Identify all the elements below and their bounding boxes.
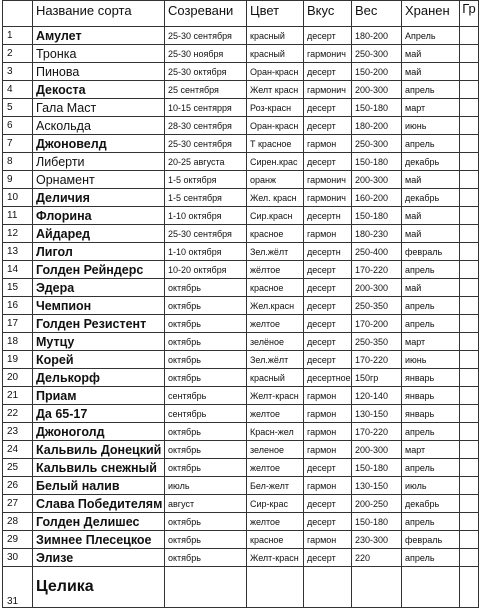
weight-cell: 150гр bbox=[352, 369, 402, 387]
storage-cell: март bbox=[402, 333, 460, 351]
header-color: Цвет bbox=[247, 1, 304, 27]
table-row bbox=[3, 135, 479, 153]
header-weight: Вес bbox=[352, 1, 402, 27]
ripening-cell: 25-30 сентября bbox=[165, 27, 247, 45]
variety-name: Голден Рейндерс bbox=[33, 261, 165, 279]
weight-cell: 250-300 bbox=[352, 45, 402, 63]
taste-cell: гармон bbox=[304, 423, 352, 441]
extra-cell bbox=[460, 225, 479, 243]
extra-cell bbox=[460, 99, 479, 117]
variety-name: Орнамент bbox=[33, 171, 165, 189]
extra-cell bbox=[460, 27, 479, 45]
extra-cell bbox=[460, 243, 479, 261]
extra-cell bbox=[460, 441, 479, 459]
extra-cell bbox=[460, 117, 479, 135]
color-cell: желтое bbox=[247, 459, 304, 477]
variety-name: Флорина bbox=[33, 207, 165, 225]
taste-cell: десерт bbox=[304, 459, 352, 477]
weight-cell: 170-200 bbox=[352, 315, 402, 333]
extra-cell bbox=[460, 513, 479, 531]
ripening-cell: сентябрь bbox=[165, 405, 247, 423]
color-cell: Жел. красн bbox=[247, 189, 304, 207]
row-number: 23 bbox=[3, 423, 33, 441]
color-cell: Желт красн bbox=[247, 81, 304, 99]
storage-cell: май bbox=[402, 45, 460, 63]
row-number: 4 bbox=[3, 81, 33, 99]
variety-name: Целика bbox=[33, 567, 165, 608]
weight-cell: 150-180 bbox=[352, 513, 402, 531]
taste-cell: десертное bbox=[304, 369, 352, 387]
weight-cell: 180-230 bbox=[352, 225, 402, 243]
table-row bbox=[3, 45, 479, 63]
ripening-cell: 10-20 октября bbox=[165, 261, 247, 279]
taste-cell: гармон bbox=[304, 405, 352, 423]
color-cell: красное bbox=[247, 279, 304, 297]
taste-cell: десерт bbox=[304, 117, 352, 135]
variety-name: Гала Маст bbox=[33, 99, 165, 117]
table-row bbox=[3, 549, 479, 567]
row-number: 27 bbox=[3, 495, 33, 513]
row-number: 13 bbox=[3, 243, 33, 261]
row-number: 25 bbox=[3, 459, 33, 477]
variety-name: Да 65-17 bbox=[33, 405, 165, 423]
taste-cell: гармон bbox=[304, 531, 352, 549]
variety-name: Деличия bbox=[33, 189, 165, 207]
ripening-cell: 1-10 октября bbox=[165, 207, 247, 225]
ripening-cell: 1-5 октября bbox=[165, 171, 247, 189]
color-cell bbox=[247, 567, 304, 608]
table-row-last bbox=[3, 567, 479, 608]
extra-cell bbox=[460, 261, 479, 279]
ripening-cell bbox=[165, 567, 247, 608]
color-cell: красное bbox=[247, 225, 304, 243]
header-ripening: Созревани bbox=[165, 1, 247, 27]
storage-cell bbox=[402, 567, 460, 608]
storage-cell: апрель bbox=[402, 297, 460, 315]
varieties-grid bbox=[2, 0, 479, 608]
variety-name: Голден Резистент bbox=[33, 315, 165, 333]
extra-cell bbox=[460, 135, 479, 153]
weight-cell: 250-400 bbox=[352, 243, 402, 261]
extra-cell bbox=[460, 63, 479, 81]
weight-cell: 250-350 bbox=[352, 333, 402, 351]
taste-cell: гармон bbox=[304, 477, 352, 495]
weight-cell: 160-200 bbox=[352, 189, 402, 207]
row-number: 28 bbox=[3, 513, 33, 531]
ripening-cell: 28-30 сентября bbox=[165, 117, 247, 135]
weight-cell: 150-180 bbox=[352, 207, 402, 225]
weight-cell: 200-300 bbox=[352, 171, 402, 189]
weight-cell: 200-250 bbox=[352, 495, 402, 513]
taste-cell: гармон bbox=[304, 441, 352, 459]
color-cell: желтое bbox=[247, 405, 304, 423]
extra-cell bbox=[460, 531, 479, 549]
storage-cell: апрель bbox=[402, 315, 460, 333]
variety-name: Зимнее Плесецкое bbox=[33, 531, 165, 549]
weight-cell: 150-200 bbox=[352, 63, 402, 81]
row-number: 22 bbox=[3, 405, 33, 423]
color-cell: Желт-красн bbox=[247, 549, 304, 567]
taste-cell: десерт bbox=[304, 333, 352, 351]
row-number: 6 bbox=[3, 117, 33, 135]
row-number: 7 bbox=[3, 135, 33, 153]
taste-cell: гармон bbox=[304, 135, 352, 153]
weight-cell: 200-300 bbox=[352, 81, 402, 99]
row-number: 26 bbox=[3, 477, 33, 495]
row-number: 29 bbox=[3, 531, 33, 549]
ripening-cell: октябрь bbox=[165, 423, 247, 441]
taste-cell: гармонич bbox=[304, 189, 352, 207]
table-row bbox=[3, 189, 479, 207]
storage-cell: январь bbox=[402, 405, 460, 423]
variety-name: Корей bbox=[33, 351, 165, 369]
weight-cell: 150-180 bbox=[352, 459, 402, 477]
taste-cell: десерт bbox=[304, 297, 352, 315]
ripening-cell: 25-30 ноября bbox=[165, 45, 247, 63]
weight-cell: 170-220 bbox=[352, 351, 402, 369]
storage-cell: апрель bbox=[402, 513, 460, 531]
color-cell: Желт-красн bbox=[247, 387, 304, 405]
variety-name: Либерти bbox=[33, 153, 165, 171]
table-row bbox=[3, 171, 479, 189]
extra-cell bbox=[460, 189, 479, 207]
color-cell: красный bbox=[247, 369, 304, 387]
color-cell: Зел.жёлт bbox=[247, 351, 304, 369]
taste-cell: десерт bbox=[304, 279, 352, 297]
row-number: 5 bbox=[3, 99, 33, 117]
taste-cell bbox=[304, 567, 352, 608]
row-number: 3 bbox=[3, 63, 33, 81]
row-number: 9 bbox=[3, 171, 33, 189]
extra-cell bbox=[460, 45, 479, 63]
table-row bbox=[3, 225, 479, 243]
table-row bbox=[3, 333, 479, 351]
weight-cell: 170-220 bbox=[352, 423, 402, 441]
extra-cell bbox=[460, 549, 479, 567]
row-number: 12 bbox=[3, 225, 33, 243]
extra-cell bbox=[460, 315, 479, 333]
row-number: 21 bbox=[3, 387, 33, 405]
table-row bbox=[3, 351, 479, 369]
storage-cell: май bbox=[402, 171, 460, 189]
variety-name: Элизе bbox=[33, 549, 165, 567]
extra-cell bbox=[460, 369, 479, 387]
storage-cell: Апрель bbox=[402, 27, 460, 45]
table-row bbox=[3, 495, 479, 513]
row-number: 8 bbox=[3, 153, 33, 171]
table-row bbox=[3, 315, 479, 333]
extra-cell bbox=[460, 297, 479, 315]
row-number: 20 bbox=[3, 369, 33, 387]
storage-cell: июль bbox=[402, 477, 460, 495]
weight-cell: 150-180 bbox=[352, 99, 402, 117]
variety-name: Делькорф bbox=[33, 369, 165, 387]
table-row bbox=[3, 279, 479, 297]
taste-cell: гармонич bbox=[304, 81, 352, 99]
row-number: 14 bbox=[3, 261, 33, 279]
color-cell: Сирен.крас bbox=[247, 153, 304, 171]
extra-cell bbox=[460, 279, 479, 297]
table-row bbox=[3, 297, 479, 315]
storage-cell: декабрь bbox=[402, 495, 460, 513]
extra-cell bbox=[460, 171, 479, 189]
table-row bbox=[3, 261, 479, 279]
weight-cell: 230-300 bbox=[352, 531, 402, 549]
table-row bbox=[3, 459, 479, 477]
ripening-cell: 25-30 октября bbox=[165, 63, 247, 81]
header-storage: Хранен bbox=[402, 1, 460, 27]
extra-cell bbox=[460, 405, 479, 423]
ripening-cell: октябрь bbox=[165, 549, 247, 567]
taste-cell: десерт bbox=[304, 27, 352, 45]
variety-name: Тронка bbox=[33, 45, 165, 63]
table-row bbox=[3, 369, 479, 387]
variety-name: Лигол bbox=[33, 243, 165, 261]
variety-name: Айдаред bbox=[33, 225, 165, 243]
color-cell: зеленое bbox=[247, 441, 304, 459]
color-cell: Оран-красн bbox=[247, 117, 304, 135]
storage-cell: февраль bbox=[402, 531, 460, 549]
color-cell: желтое bbox=[247, 513, 304, 531]
color-cell: желтое bbox=[247, 315, 304, 333]
row-number: 11 bbox=[3, 207, 33, 225]
header-number bbox=[3, 1, 33, 27]
color-cell: Жел.красн bbox=[247, 297, 304, 315]
extra-cell bbox=[460, 207, 479, 225]
storage-cell: январь bbox=[402, 387, 460, 405]
ripening-cell: октябрь bbox=[165, 333, 247, 351]
color-cell: Т красное bbox=[247, 135, 304, 153]
extra-cell bbox=[460, 351, 479, 369]
taste-cell: десерт bbox=[304, 513, 352, 531]
color-cell: жёлтое bbox=[247, 261, 304, 279]
header-taste: Вкус bbox=[304, 1, 352, 27]
ripening-cell: октябрь bbox=[165, 297, 247, 315]
table-row bbox=[3, 81, 479, 99]
variety-name: Мутцу bbox=[33, 333, 165, 351]
storage-cell: декабрь bbox=[402, 153, 460, 171]
ripening-cell: сентябрь bbox=[165, 387, 247, 405]
taste-cell: гармон bbox=[304, 387, 352, 405]
ripening-cell: 1-10 октября bbox=[165, 243, 247, 261]
ripening-cell: 10-15 сентярря bbox=[165, 99, 247, 117]
extra-cell bbox=[460, 423, 479, 441]
variety-name: Белый налив bbox=[33, 477, 165, 495]
color-cell: Бел-желт bbox=[247, 477, 304, 495]
table-row bbox=[3, 405, 479, 423]
color-cell: красное bbox=[247, 531, 304, 549]
storage-cell: январь bbox=[402, 369, 460, 387]
table-row bbox=[3, 387, 479, 405]
storage-cell: май bbox=[402, 279, 460, 297]
header-row bbox=[3, 1, 479, 27]
row-number: 1 bbox=[3, 27, 33, 45]
table-row bbox=[3, 153, 479, 171]
ripening-cell: октябрь bbox=[165, 441, 247, 459]
storage-cell: июнь bbox=[402, 117, 460, 135]
taste-cell: десерт bbox=[304, 153, 352, 171]
weight-cell: 130-150 bbox=[352, 477, 402, 495]
taste-cell: десерт bbox=[304, 315, 352, 333]
ripening-cell: 20-25 августа bbox=[165, 153, 247, 171]
weight-cell: 250-350 bbox=[352, 297, 402, 315]
storage-cell: март bbox=[402, 441, 460, 459]
taste-cell: десерт bbox=[304, 351, 352, 369]
color-cell: оранж bbox=[247, 171, 304, 189]
row-number: 10 bbox=[3, 189, 33, 207]
storage-cell: февраль bbox=[402, 243, 460, 261]
row-number: 31 bbox=[3, 567, 33, 608]
ripening-cell: 1-5 сентября bbox=[165, 189, 247, 207]
ripening-cell: октябрь bbox=[165, 513, 247, 531]
variety-name: Декоста bbox=[33, 81, 165, 99]
ripening-cell: 25-30 сентября bbox=[165, 135, 247, 153]
extra-cell bbox=[460, 387, 479, 405]
extra-cell bbox=[460, 153, 479, 171]
taste-cell: десертн bbox=[304, 207, 352, 225]
ripening-cell: октябрь bbox=[165, 531, 247, 549]
variety-name: Эдера bbox=[33, 279, 165, 297]
color-cell: Сир-крас bbox=[247, 495, 304, 513]
ripening-cell: 25-30 сентября bbox=[165, 225, 247, 243]
extra-cell bbox=[460, 567, 479, 608]
weight-cell: 170-220 bbox=[352, 261, 402, 279]
table-row bbox=[3, 531, 479, 549]
variety-name: Амулет bbox=[33, 27, 165, 45]
table-row bbox=[3, 27, 479, 45]
row-number: 2 bbox=[3, 45, 33, 63]
variety-name: Голден Делишес bbox=[33, 513, 165, 531]
row-number: 24 bbox=[3, 441, 33, 459]
header-name: Название сорта bbox=[33, 1, 165, 27]
color-cell: Красн-жел bbox=[247, 423, 304, 441]
apple-varieties-table bbox=[2, 0, 478, 607]
weight-cell: 120-140 bbox=[352, 387, 402, 405]
variety-name: Пинова bbox=[33, 63, 165, 81]
variety-name: Кальвиль снежный bbox=[33, 459, 165, 477]
storage-cell: апрель bbox=[402, 549, 460, 567]
table-row bbox=[3, 207, 479, 225]
storage-cell: апрель bbox=[402, 459, 460, 477]
color-cell: красный bbox=[247, 45, 304, 63]
ripening-cell: август bbox=[165, 495, 247, 513]
variety-name: Кальвиль Донецкий bbox=[33, 441, 165, 459]
table-row bbox=[3, 99, 479, 117]
row-number: 15 bbox=[3, 279, 33, 297]
row-number: 17 bbox=[3, 315, 33, 333]
storage-cell: апрель bbox=[402, 135, 460, 153]
weight-cell: 200-300 bbox=[352, 441, 402, 459]
storage-cell: апрель bbox=[402, 81, 460, 99]
weight-cell: 250-300 bbox=[352, 135, 402, 153]
weight-cell: 220 bbox=[352, 549, 402, 567]
row-number: 16 bbox=[3, 297, 33, 315]
color-cell: Роз-красн bbox=[247, 99, 304, 117]
ripening-cell: октябрь bbox=[165, 369, 247, 387]
weight-cell: 130-150 bbox=[352, 405, 402, 423]
ripening-cell: октябрь bbox=[165, 279, 247, 297]
storage-cell: май bbox=[402, 207, 460, 225]
extra-cell bbox=[460, 495, 479, 513]
table-row bbox=[3, 423, 479, 441]
extra-cell bbox=[460, 333, 479, 351]
table-row bbox=[3, 477, 479, 495]
variety-name: Джоноголд bbox=[33, 423, 165, 441]
taste-cell: десерт bbox=[304, 99, 352, 117]
storage-cell: апрель bbox=[402, 261, 460, 279]
taste-cell: десертн bbox=[304, 243, 352, 261]
taste-cell: десерт bbox=[304, 549, 352, 567]
storage-cell: июнь bbox=[402, 351, 460, 369]
extra-cell bbox=[460, 477, 479, 495]
header-extra: Гр bbox=[460, 1, 479, 27]
table-row bbox=[3, 63, 479, 81]
color-cell: красный bbox=[247, 27, 304, 45]
storage-cell: декабрь bbox=[402, 189, 460, 207]
row-number: 18 bbox=[3, 333, 33, 351]
storage-cell: апрель bbox=[402, 423, 460, 441]
table-row bbox=[3, 513, 479, 531]
table-row bbox=[3, 243, 479, 261]
color-cell: Зел.жёлт bbox=[247, 243, 304, 261]
variety-name: Чемпион bbox=[33, 297, 165, 315]
storage-cell: май bbox=[402, 63, 460, 81]
variety-name: Аскольда bbox=[33, 117, 165, 135]
variety-name: Слава Победителям bbox=[33, 495, 165, 513]
extra-cell bbox=[460, 81, 479, 99]
weight-cell bbox=[352, 567, 402, 608]
ripening-cell: октябрь bbox=[165, 351, 247, 369]
taste-cell: гармонич bbox=[304, 45, 352, 63]
ripening-cell: июль bbox=[165, 477, 247, 495]
table-row bbox=[3, 117, 479, 135]
ripening-cell: октябрь bbox=[165, 459, 247, 477]
weight-cell: 150-180 bbox=[352, 153, 402, 171]
taste-cell: десерт bbox=[304, 495, 352, 513]
taste-cell: гармонич bbox=[304, 171, 352, 189]
taste-cell: десерт bbox=[304, 63, 352, 81]
row-number: 19 bbox=[3, 351, 33, 369]
ripening-cell: октябрь bbox=[165, 315, 247, 333]
extra-cell bbox=[460, 459, 479, 477]
ripening-cell: 25 сентября bbox=[165, 81, 247, 99]
table-row bbox=[3, 441, 479, 459]
taste-cell: гармон bbox=[304, 225, 352, 243]
storage-cell: май bbox=[402, 225, 460, 243]
color-cell: Сир.красн bbox=[247, 207, 304, 225]
weight-cell: 200-300 bbox=[352, 279, 402, 297]
variety-name: Приам bbox=[33, 387, 165, 405]
weight-cell: 180-200 bbox=[352, 27, 402, 45]
storage-cell: март bbox=[402, 99, 460, 117]
variety-name: Джоновелд bbox=[33, 135, 165, 153]
weight-cell: 180-200 bbox=[352, 117, 402, 135]
taste-cell: десерт bbox=[304, 261, 352, 279]
row-number: 30 bbox=[3, 549, 33, 567]
color-cell: зелёное bbox=[247, 333, 304, 351]
color-cell: Оран-красн bbox=[247, 63, 304, 81]
